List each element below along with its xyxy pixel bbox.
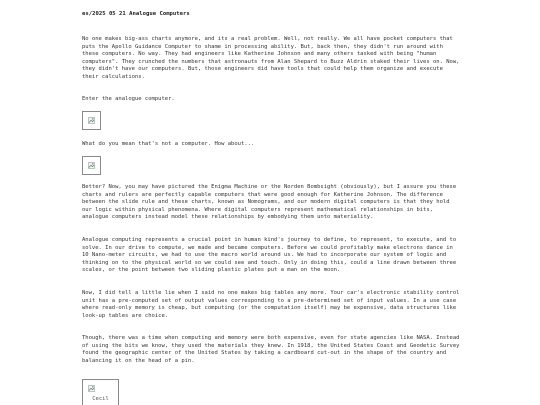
paragraph-not-computer: What do you mean that's not a computer. How about... (82, 141, 255, 147)
paragraph-better: Better? Now, you may have pictured the Enigma Machine or the Norden Bombsight (obviously), but I assure you these charts and rulers are perfectly capable computers that were good enough for Katherine Johnson. The difference between the slide rule and these charts, known as Nomograms, and our modern digital computers is that they hold our logic within physical phenomena. Where digital computers represent mathematical relationships in bits, analogue computers instead model these relationships by embodying them unto materiality. (82, 184, 457, 221)
broken-image-icon (88, 117, 95, 124)
paragraph-analogue-computing: Analogue computing represents a crucial point in human kind's journey to define, to represent, to execute, and to solve. In our drive to compute, we made and became computers. Before we could profitably make electrons dance in 10 Nano-meter circuits, we had to use the macro world around us. We had to incorporate our system of logic and thinking on to the physical world so we could see and touch. Only in doing this, could a line drawn between three scales, or the point between two sliding plastic plates put a man on the moon. (82, 237, 457, 274)
paragraph-enter: Enter the analogue computer. (82, 96, 175, 102)
paragraph-nasa: Though, there was a time when computing and memory were both expensive, even for state agencies like NASA. Instead of using the bits we know, they used the materials they knew. In 1918, the United States Coast and Geodetic Survey found the geographic center of the United States by taking a cardboard cut-out in the shape of the country and balancing it on the head of a pin. (82, 335, 460, 364)
broken-image-icon (88, 385, 95, 392)
paragraph-intro: No one makes big-ass charts anymore, and its a real problem. Well, not really. We all have pocket computers that puts the Apollo Guidance Computer to shame in processing ability. But, back then, they didn't run around with these computers. No way. They had engineers like Katherine Johnson and many others tasked with being "human computers". They crunched the numbers that astronauts from Alan Shepard to Buzz Aldrin staked their lives on. Now, they didn't have our computers. But, those engineers did have tools that could help them organize and execute their calculations. (82, 36, 460, 80)
broken-image-icon (88, 162, 95, 169)
image-placeholder-3[interactable] (82, 379, 119, 405)
image-alt-text: Cecil (92, 396, 109, 402)
post-title: es/2025 05 21 Analogue Computers (82, 11, 190, 17)
paragraph-little-lie: Now, I did tell a little lie when I said no one makes big tables any more. Your car's electronic stability control unit has a pre-computed set of output values corresponding to a pre-determined set of input values. In a use case where read-only memory is cheap, but computing (or the computation itself) may be expensive, data structures like look-up tables are choice. (82, 290, 460, 319)
image-placeholder-2[interactable] (82, 156, 101, 175)
image-placeholder-1[interactable] (82, 111, 101, 130)
